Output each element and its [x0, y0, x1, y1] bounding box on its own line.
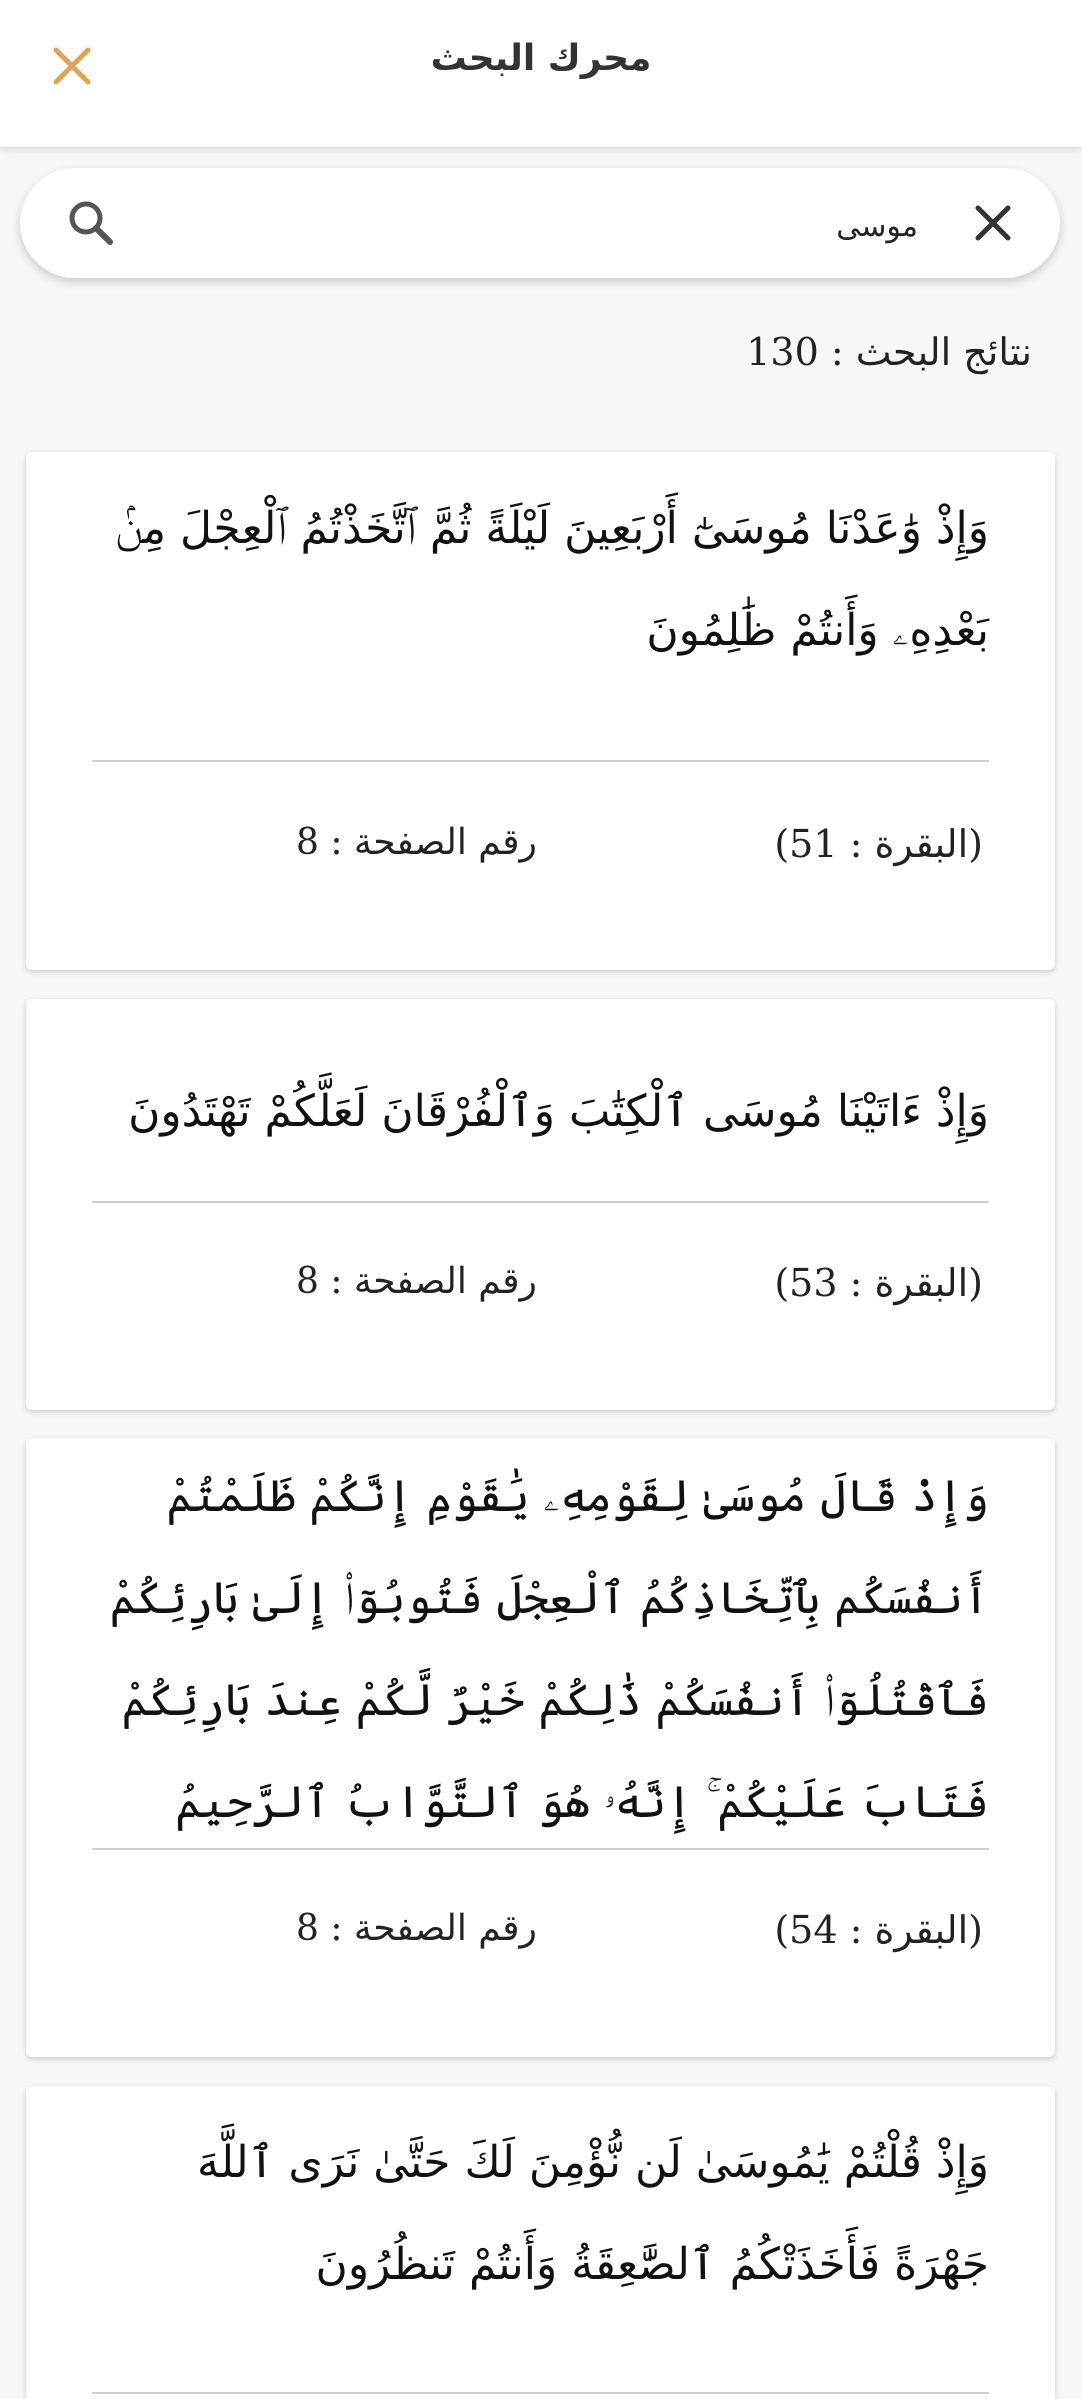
search-input[interactable] [156, 202, 920, 250]
card-divider [92, 2392, 989, 2394]
search-button[interactable] [64, 196, 118, 250]
verse-text: وَإِذْ وَٰعَدْنَا مُوسَىٰٓ أَرْبَعِينَ لَيْلَةً ثُمَّ ٱتَّخَذْتُمُ ٱلْعِجْلَ مِنۢ بَعْدِهِۦ وَأَنتُمْ ظَٰلِمُونَ [115, 503, 989, 656]
result-card[interactable] [26, 1438, 1055, 2057]
verse-text: وَإِذْ قَالَ مُوسَىٰ لِقَوْمِهِۦ يَٰقَوْمِ إِنَّكُمْ ظَلَمْتُمْ أَنفُسَكُم بِٱتِّخَاذِكُمُ ٱلْعِجْلَ فَتُوبُوٓا۟ إِلَىٰ بَارِئِكُمْ فَٱقْتُلُوٓا۟ أَنفُسَكُمْ ذَٰلِكُمْ خَيْرٌ لَّكُمْ عِندَ بَارِئِكُمْ فَتَابَ عَلَيْكُمْ ۚ إِنَّهُۥ هُوَ ٱلتَّوَّابُ ٱلرَّحِيمُ [109, 1471, 989, 1828]
card-divider [92, 1201, 989, 1203]
page-number: رقم الصفحة : 8 [296, 1261, 537, 1302]
page-title: محرك البحث [430, 38, 652, 79]
clear-search-button[interactable] [970, 200, 1016, 246]
card-divider [92, 760, 989, 762]
app-header [0, 0, 1082, 147]
result-card[interactable] [26, 452, 1055, 970]
results-count: نتائج البحث : 130 [746, 330, 1032, 374]
clear-icon [970, 200, 1016, 246]
verse-reference: (البقرة : 53) [774, 1261, 983, 1305]
result-card[interactable] [26, 2086, 1055, 2399]
result-card[interactable] [26, 999, 1055, 1410]
verse-reference: (البقرة : 54) [774, 1908, 983, 1952]
page-number: رقم الصفحة : 8 [296, 822, 537, 863]
search-bar [20, 168, 1060, 278]
verse-text: وَإِذْ ءَاتَيْنَا مُوسَى ٱلْكِتَٰبَ وَٱلْفُرْقَانَ لَعَلَّكُمْ تَهْتَدُونَ [128, 1086, 989, 1137]
verse-reference: (البقرة : 51) [774, 822, 983, 866]
verse-text: وَإِذْ قُلْتُمْ يَٰمُوسَىٰ لَن نُّؤْمِنَ لَكَ حَتَّىٰ نَرَى ٱللَّهَ جَهْرَةً فَأَخَذَتْكُمُ ٱلصَّٰعِقَةُ وَأَنتُمْ تَنظُرُونَ [197, 2137, 989, 2290]
page-number: رقم الصفحة : 8 [296, 1908, 537, 1949]
card-divider [92, 1848, 989, 1850]
search-icon [64, 196, 118, 250]
